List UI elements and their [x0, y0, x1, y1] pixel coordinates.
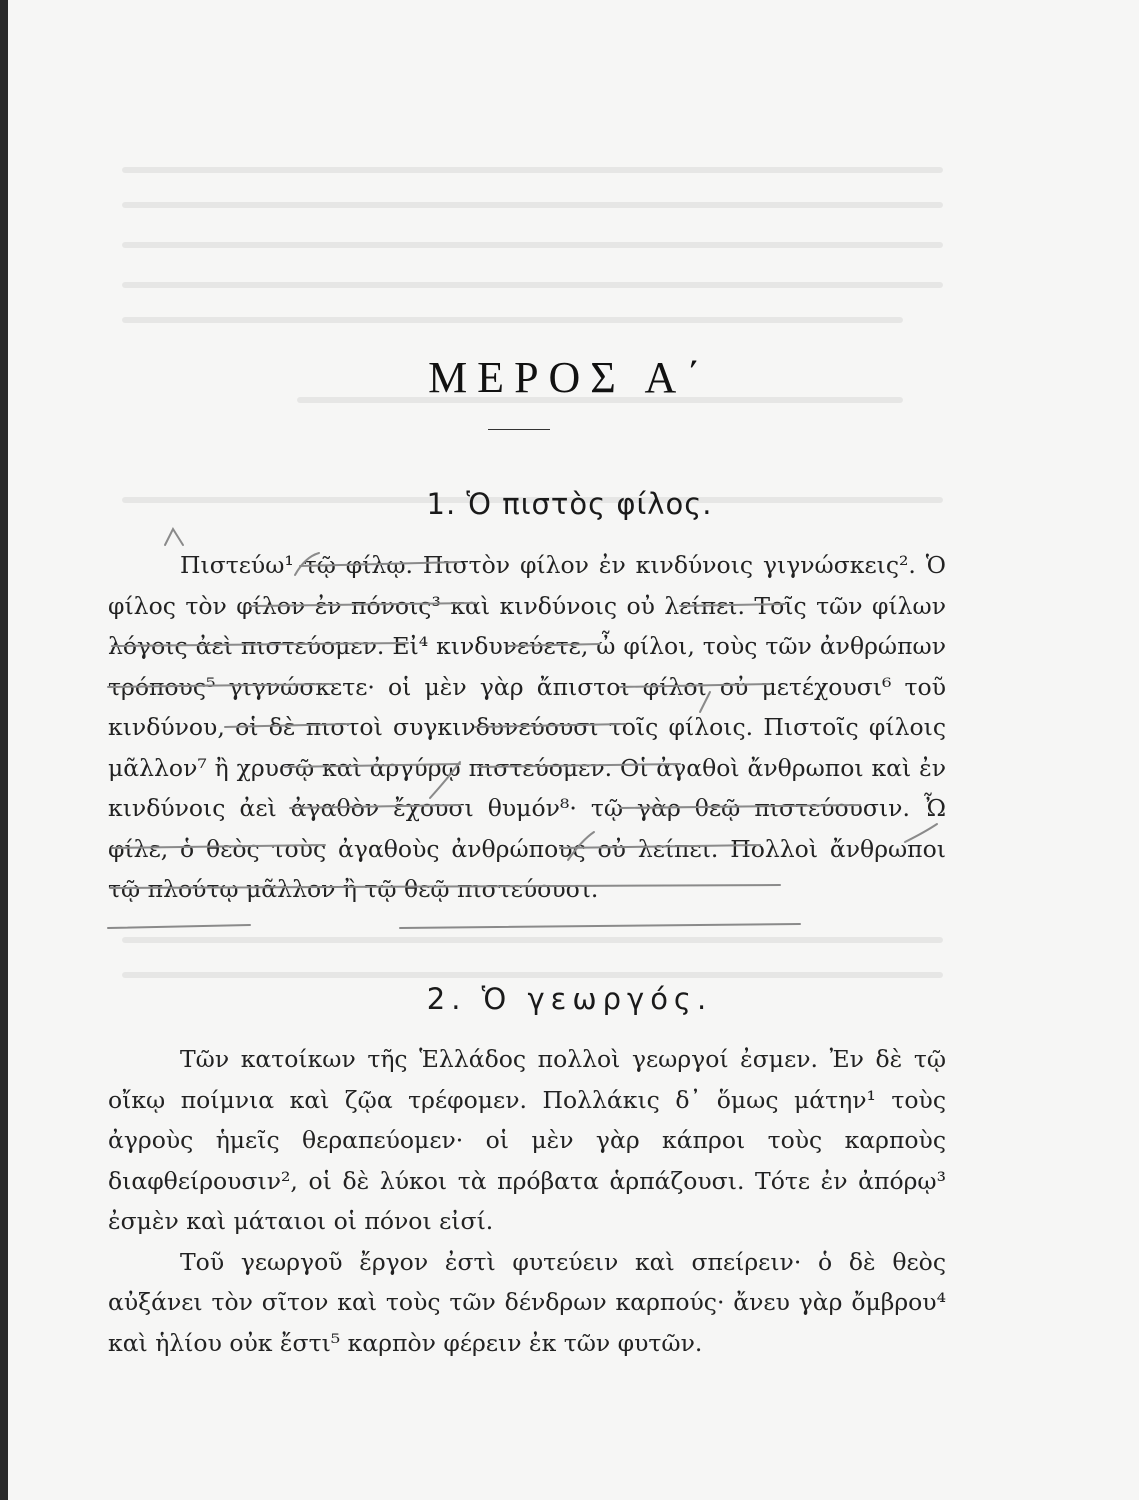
section-1-paragraph: Πιστεύω¹ τῷ φίλῳ. Πιστὸν φίλον ἐν κινδύνοις γιγνώσκεις². Ὁ φίλος τὸν φίλον ἐν πόνοις³ καὶ κινδύνοις οὐ λείπει. Τοῖς τῶν φίλων λόγοις ἀεὶ πιστεύομεν. Εἰ⁴ κινδυνεύετε, ὦ φίλοι, τοὺς τῶν ἀνθρώπων τρόπους⁵ γιγνώσκετε· οἱ μὲν γὰρ ἄπιστοι φίλοι οὐ μετέχουσι⁶ τοῦ κινδύνου, οἱ δὲ πιστοὶ συγκινδυνεύουσι τοῖς φίλοις. Πιστοῖς φίλοις μᾶλλον⁷ ἢ χρυσῷ καὶ ἀργύρῳ πιστεύομεν. Οἱ ἀγαθοὶ ἄνθρωποι καὶ ἐν κινδύνοις ἀεὶ ἀγαθὸν ἔχουσι θυμόν⁸· τῷ γὰρ θεῷ πιστεύουσιν. Ὦ φίλε, ὁ θεὸς τοὺς ἀγαθοὺς ἀνθρώπους οὐ λείπει. Πολλοὶ ἄνθρωποι τῷ πλούτῳ μᾶλλον ἢ τῷ θεῷ πιστεύουσι.	[108, 551, 946, 903]
part-title: ΜΕΡΟΣ Α΄	[428, 353, 711, 402]
section-1-title: 1. Ὁ πιστὸς φίλος.	[426, 487, 713, 521]
section-2-paragraph-1: Τῶν κατοίκων τῆς Ἑλλάδος πολλοὶ γεωργοί ἐσμεν. Ἐν δὲ τῷ οἴκῳ ποίμνια καὶ ζῷα τρέφομεν. Πολλάκις δ᾽ ὅμως μάτην¹ τοὺς ἀγροὺς ἡμεῖς θεραπεύομεν· οἱ μὲν γὰρ κάπροι τοὺς καρποὺς διαφθείρουσιν², οἱ δὲ λύκοι τὰ πρόβατα ἁρπάζουσι. Τότε ἐν ἀπόρῳ³ ἐσμὲν καὶ μάταιοι οἱ πόνοι εἰσί.	[108, 1045, 946, 1235]
section-2-body	[108, 1039, 946, 1363]
section-2-title: 2. Ὁ γεωργός.	[426, 982, 713, 1016]
section-2-paragraph-2: Τοῦ γεωργοῦ ἔργον ἐστὶ φυτεύειν καὶ σπείρειν· ὁ δὲ θεὸς αὐξάνει τὸν σῖτον καὶ τοὺς τῶν δένδρων καρπούς· ἄνευ γὰρ ὄμβρου⁴ καὶ ἡλίου οὐκ ἔστι⁵ καρπὸν φέρειν ἐκ τῶν φυτῶν.	[108, 1247, 946, 1357]
